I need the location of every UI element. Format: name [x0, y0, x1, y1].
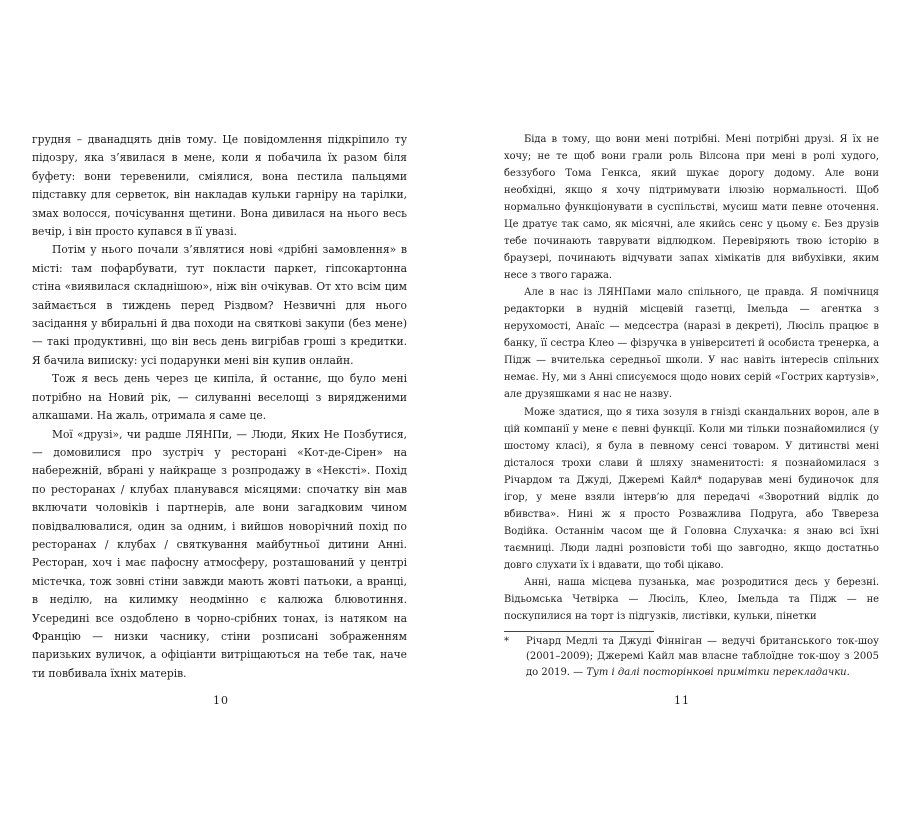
left-paragraph-1: грудня – дванадцять днів тому. Це повідомлення підкріпило ту підозру, яка з’явилася в мене, коли я побачила їх разом біля буфету: вони теревенили, сміялися, вона пестила пальцями підставку для серветок, він накладав кульки гарніру на тарілки, змах волосся, почісування щетини. Вона дивилася на нього весь вечір, і він просто купався в її увазі.: [32, 133, 407, 239]
left-paragraph-2: Потім у нього почали з’являтися нові «дрібні замовлення» в місті: там пофарбувати, тут покласти паркет, гіпсокартонна стіна «виявилася складнішою», ніж він очікував. От хто всім цим займається в тиждень перед Різдвом? Незвичні для нього засідання у вбиральні й два походи на святкові закупи (без мене) — такі продуктивні, що він весь день вигрібав гроші з кредитки. Я бачила виписку: усі подарунки мені він купив онлайн.: [32, 243, 407, 367]
right-paragraph-1: Біда в тому, що вони мені потрібні. Мені потрібні друзі. Я їх не хочу; не те щоб вони грали роль Вілсона при мені в ролі худого, беззубого Тома Генкса, який шукає дорогу додому. Але вони необхідні, якщо я хочу підтримувати ілюзію нормальності. Щоб нормально функціонувати в суспільстві, мусиш мати певне оточення. Це дратує так само, як місячні, але якийсь сенс у цьому є. Без друзів тебе починають таврувати відлюдком. Перевіряють твою історію в браузері, починають відчувати запах хімікатів для вибухівки, яким несе з твого гаража.: [504, 134, 879, 282]
footnote-mark: *: [504, 635, 509, 647]
right-paragraph-4: Анні, наша місцева пузанька, має розродитися десь у березні. Відьомська Четвірка — Люсіль, Клео, Імельда та Підж — не поскупилися на торт із підгузків, листівки, кульки, пінетки: [504, 576, 879, 622]
right-paragraph-3: Може здатися, що я тиха зозуля в гнізді скандальних ворон, але в цій компанії у мене є певні функції. Коли ми тільки познайомилися (у шостому класі), я була в певному сенсі товаром. У дитинстві мені дісталося трохи слави й шляху знаменитості: я познайомилася з Річардом та Джуді, Джеремі Кайл* подарував мені будиночок для ігор, у мене взяли інтерв’ю для передачі «Зворотний відлік до вбивства». Нині ж я просто Розважлива Подруга, або Тввереза Водійка. Останнім часом ще й Головна Слухачка: я знаю всі їхні таємниці. Люди ладні розповісти тобі що завгодно, якщо достатньо довго слухати їх і вдавати, що тобі цікаво.: [504, 406, 879, 571]
left-paragraph-3: Тож я весь день через це кипіла, й останнє, що було мені потрібно на Новий рік, — силуванні веселощі з вирядженими алкашами. На жаль, отримала я саме це.: [32, 372, 407, 423]
left-page: [32, 131, 407, 683]
right-paragraph-2: Але в нас із ЛЯНПами мало спільного, це правда. Я помічниця редакторки в нудній місцевій газетці, Імельда — агентка з нерухомості, Анаїс — медсестра (наразі в декреті), Люсіль працює в банку, її сестра Клео — фізручка в університеті й особиста тренерка, а Підж — вчителька середньої школи. У нас навіть інтересів спільних немає. Ну, ми з Анні списуємося щодо нових серій «Гострих картузів», але друзяшками я нас не назву.: [504, 287, 879, 401]
footnote-text-italic: Тут і далі посторінкові примітки перекладачки.: [586, 666, 850, 678]
footnote-text-main: Річард Медлі та Джуді Фінніган — ведучі британського ток-шоу (2001–2009); Джеремі Кайл мав власне таблоїдне ток-шоу з 2005 до 2019. —: [526, 635, 879, 678]
footnote-divider: [504, 631, 654, 632]
right-page-number: 11: [674, 694, 690, 707]
footnote: [504, 634, 879, 681]
footnote-text: [526, 634, 879, 681]
right-page: [504, 131, 879, 680]
left-paragraph-4: Мої «друзі», чи радше ЛЯНПи, — Люди, Яких Не Позбутися, — домовилися про зустріч у ресторані «Кот-де-Сірен» на набережній, вбрані у найкраще з розпродажу в «Нексті». Похід по ресторанах / клубах планувався місяцями: спочатку він мав включати чоловіків і партнерів, але вони загадковим чином повідвалювалися, один за одним, і вийшов новорічний похід по ресторанах / клубах / святкування майбутньої дитини Анні. Ресторан, хоч і має пафосну атмосферу, розташований у центрі містечка, тож зовні стіни завжди мають жовті патьоки, а вранці, в неділю, на килимку неодмінно є калюжа блювотиння. Усередині все оздоблено в чорно-срібних тонах, із натяком на Францію — низки часнику, стіни розписані зображенням паризьких вуличок, а офіціанти витріщаються на тебе так, наче ти повбивала їхніх матерів.: [32, 427, 407, 680]
left-page-number: 10: [213, 694, 229, 707]
